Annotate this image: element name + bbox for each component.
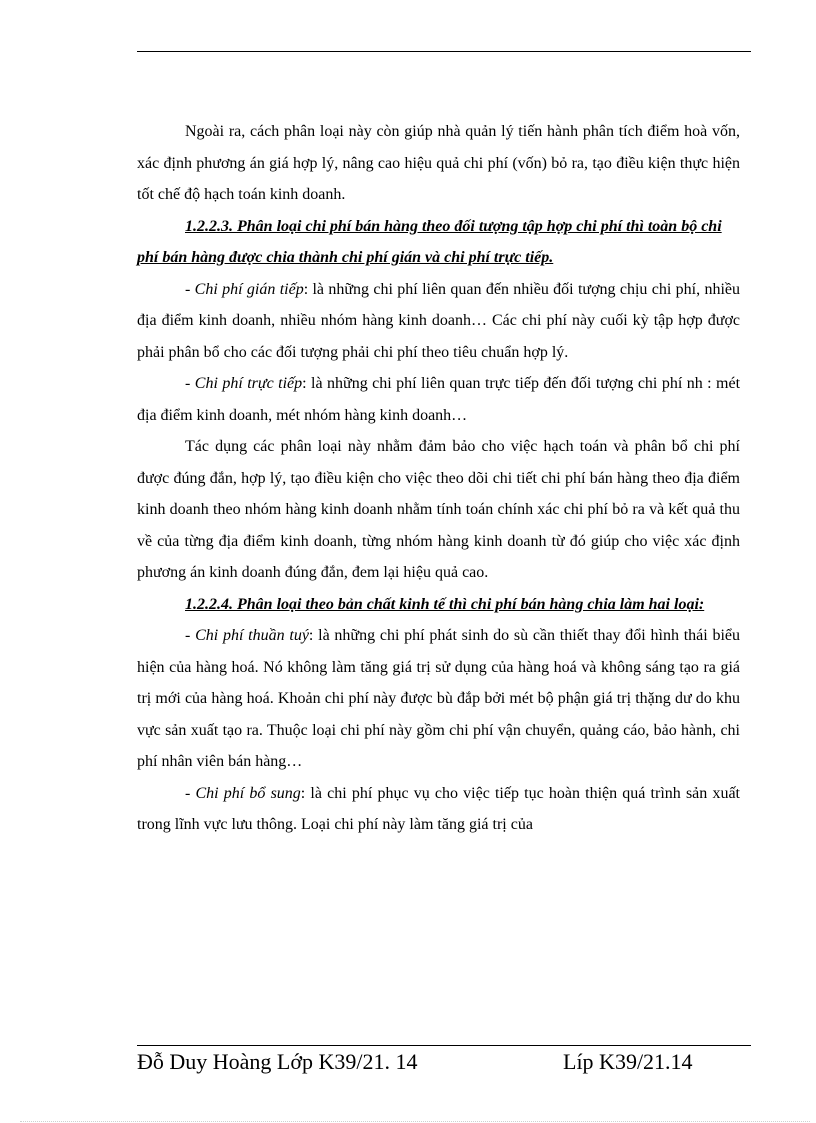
section-heading-1-2-2-3: 1.2.2.3. Phân loại chi phí bán hàng theo đối tượng tập hợp chi phí thì toàn bộ chi phí bán hàng được chia thành chi phí gián và chi phí trực tiếp. bbox=[137, 217, 722, 266]
bullet-dash: - bbox=[185, 627, 196, 644]
term-indirect-cost: Chi phí gián tiếp bbox=[194, 280, 304, 298]
page-boundary bbox=[20, 1121, 810, 1122]
definition-pure-cost: : là những chi phí phát sinh do sù cần thiết thay đổi hình thái biểu hiện của hàng hoá. Nó không làm tăng giá trị sử dụng của hàng hoá và không sáng tạo ra giá trị mới của hàng hoá. Khoản chi phí này được bù đắp bởi mét bộ phận giá trị thặng dư do khu vực sản xuất tạo ra. Thuộc loại chi phí này gồm chi phí vận chuyển, quảng cáo, bảo hành, chi phí nhân viên bán hàng… bbox=[137, 627, 741, 770]
paragraph-classification-effect: Tác dụng các phân loại này nhằm đảm bảo cho việc hạch toán và phân bổ chi phí được đúng đắn, hợp lý, tạo điều kiện cho việc theo dõi chi tiết chi phí bán hàng theo địa điểm kinh doanh theo nhóm hàng kinh doanh nhằm tính toán chính xác chi phí bỏ ra và kết quả thu về của từng địa điểm kinh doanh, từng nhóm hàng kinh doanh từ đó giúp cho việc xác định phương án kinh doanh đúng đắn, đem lại hiệu quả cao. bbox=[137, 438, 740, 581]
section-heading-1-2-2-4: 1.2.2.4. Phân loại theo bản chất kinh tế thì chi phí bán hàng chia làm hai loại: bbox=[185, 595, 705, 613]
document-body bbox=[137, 116, 740, 841]
footer-author: Đỗ Duy Hoàng Lớp K39/21. 14 bbox=[137, 1049, 418, 1074]
footer-class: Líp K39/21.14 bbox=[563, 1049, 693, 1074]
term-additional-cost: Chi phí bổ sung bbox=[195, 784, 301, 802]
paragraph-direct-cost bbox=[137, 368, 740, 431]
bullet-dash: - bbox=[185, 375, 195, 392]
footer-rule bbox=[137, 1045, 751, 1046]
bullet-dash: - bbox=[185, 784, 196, 802]
paragraph-additional-cost bbox=[137, 778, 740, 841]
term-direct-cost: Chi phí trực tiếp bbox=[194, 375, 303, 392]
header-rule bbox=[137, 51, 751, 52]
definition-additional-cost: : là chi phí phục vụ cho việc tiếp tục hoàn thiện quá trình sản xuất trong lĩnh vực lưu thông. Loại chi phí này làm tăng giá trị của bbox=[137, 784, 740, 833]
definition-indirect-cost: : là những chi phí liên quan đến nhiều đối tượng chịu chi phí, nhiều địa điểm kinh doanh, nhiều nhóm hàng kinh doanh… Các chi phí này cuối kỳ tập hợp được phải phân bổ cho các đối tượng phải chi phí theo tiêu chuẩn hợp lý. bbox=[137, 280, 740, 361]
paragraph-intro: Ngoài ra, cách phân loại này còn giúp nhà quản lý tiến hành phân tích điểm hoà vốn, xác định phương án giá hợp lý, nâng cao hiệu quả chi phí (vốn) bỏ ra, tạo điều kiện thực hiện tốt chế độ hạch toán kinh doanh. bbox=[137, 123, 740, 203]
term-pure-cost: Chi phí thuần tuý bbox=[195, 627, 309, 644]
paragraph-pure-cost bbox=[137, 620, 740, 778]
definition-direct-cost: : là những chi phí liên quan trực tiếp đến đối tượng chi phí nh : mét địa điểm kinh doanh, mét nhóm hàng kinh doanh… bbox=[137, 375, 741, 424]
bullet-dash: - bbox=[185, 280, 195, 298]
paragraph-indirect-cost bbox=[137, 274, 740, 369]
